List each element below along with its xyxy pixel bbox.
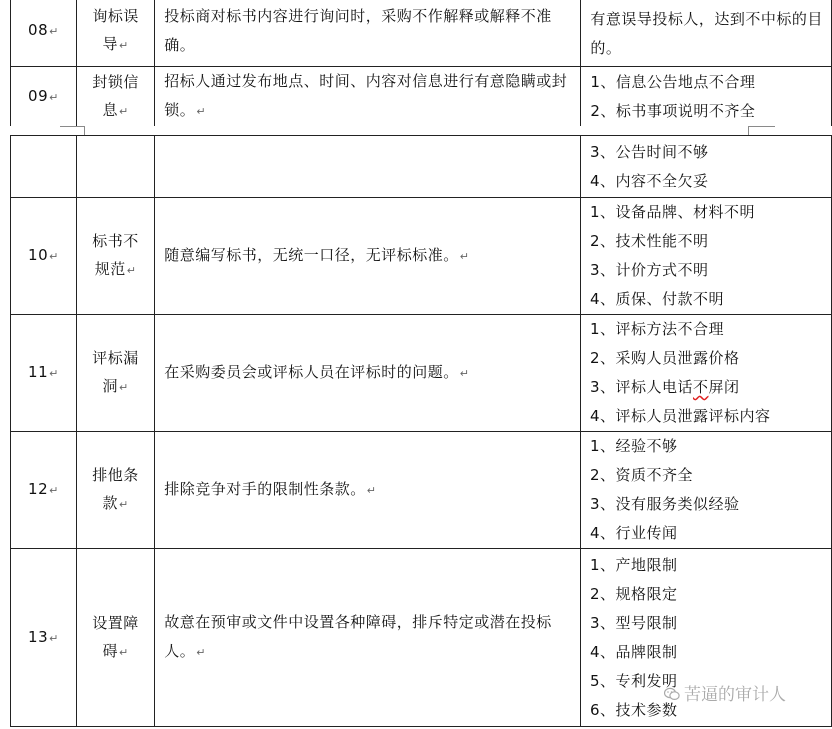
paragraph-mark: ↵	[49, 90, 59, 104]
paragraph-mark: ↵	[49, 631, 59, 645]
row-desc-cell	[155, 432, 581, 549]
issue-line	[590, 519, 831, 548]
table-bottom	[10, 135, 832, 727]
watermark-text: 苦逼的审计人	[684, 685, 786, 705]
row-name-cell	[76, 432, 154, 549]
issue-line: 2、标书事项说明不齐全	[590, 101, 756, 120]
paragraph-mark: ↵	[118, 645, 129, 659]
table-row-09-continued	[11, 136, 832, 198]
row-issues-cell	[580, 315, 831, 432]
row-issues-cell	[580, 432, 831, 549]
row-name-cell	[76, 67, 154, 127]
row-number-cell	[11, 549, 77, 727]
row-issues-cell	[580, 198, 831, 315]
paragraph-mark: ↵	[126, 264, 137, 277]
row-name-cell	[76, 0, 154, 67]
row-issues-cell	[580, 136, 831, 198]
row-name-line1: 排他条	[92, 466, 139, 484]
paragraph-mark: ↵	[49, 24, 59, 38]
row-name-line1: 标书不	[92, 232, 139, 250]
row-number: 11	[28, 363, 49, 381]
row-description: 投标商对标书内容进行询问时，采购不作解释或解释不准确。	[164, 6, 552, 54]
table-row-08	[11, 0, 832, 67]
issue-line: 2、采购人员泄露价格	[589, 349, 740, 367]
row-number: 13	[28, 627, 49, 646]
row-number: 12	[28, 480, 49, 498]
table-row-10	[11, 198, 832, 315]
issue-line: 6、技术参数	[589, 701, 678, 719]
issue-line	[590, 373, 831, 402]
paragraph-mark: ↵	[118, 498, 129, 511]
row-name-cell	[76, 315, 154, 432]
row-name-line1: 询标误	[92, 6, 139, 25]
table-row-12	[11, 432, 832, 549]
row-name-line1: 设置障	[92, 613, 139, 632]
row-desc-cell	[155, 549, 581, 727]
row-desc-cell	[155, 0, 581, 67]
issue-line: 2、规格限定	[589, 585, 678, 603]
row-name-line2: 导	[102, 34, 118, 53]
issue-line: 3、计价方式不明	[589, 261, 709, 279]
paragraph-mark: ↵	[459, 367, 470, 380]
row-name	[87, 461, 145, 519]
issue-text-spellcheck: 3、评标人电话不屏闭	[589, 378, 740, 396]
row-number-cell	[11, 432, 77, 549]
page-corner-mark	[60, 126, 85, 135]
paragraph-mark: ↵	[196, 105, 207, 118]
issue-line: 4、内容不全欠妥	[589, 171, 709, 190]
page-corner-mark	[748, 126, 775, 135]
row-name	[87, 68, 145, 126]
row-number-cell	[11, 198, 77, 315]
row-number-cell	[11, 136, 77, 198]
paragraph-mark: ↵	[49, 367, 59, 380]
row-name-cell	[76, 198, 154, 315]
issue-line: 3、型号限制	[589, 614, 678, 632]
table-row-11	[11, 315, 832, 432]
issue-line: 3、没有服务类似经验	[589, 495, 740, 513]
row-name	[87, 609, 145, 667]
paragraph-mark: ↵	[49, 250, 59, 263]
table-row-09	[11, 67, 832, 127]
row-description: 在采购委员会或评标人员在评标时的问题。	[164, 363, 459, 381]
row-name-line1: 评标漏	[92, 349, 139, 367]
row-name	[87, 2, 145, 60]
issue-text: 4、行业传闻	[589, 524, 678, 542]
issue-text: 有意误导投标人，达到不中标的目的。	[590, 9, 823, 57]
row-name-line2: 规范	[94, 260, 126, 278]
issue-line: 1、产地限制	[589, 556, 678, 574]
wechat-icon	[664, 687, 680, 701]
paragraph-mark: ↵	[49, 484, 59, 497]
row-number-cell	[11, 0, 77, 67]
issue-line: 2、资质不齐全	[589, 466, 693, 484]
issue-line: 1、设备品牌、材料不明	[589, 203, 755, 221]
row-description: 招标人通过发布地点、时间、内容对信息进行有意隐瞒或封锁。	[164, 72, 568, 119]
issue-line: 5、专利发明	[589, 672, 678, 690]
row-name-line2: 洞	[102, 377, 118, 395]
row-description: 故意在预审或文件中设置各种障碍，排斥特定或潜在投标人。	[164, 613, 552, 660]
row-desc-cell	[155, 67, 581, 127]
row-name-cell	[76, 549, 154, 727]
issue-line: 1、评标方法不合理	[589, 320, 724, 338]
row-name-cell	[76, 136, 154, 198]
row-name	[87, 344, 145, 402]
table-top	[10, 0, 832, 127]
paragraph-mark: ↵	[459, 250, 470, 263]
row-desc-cell	[155, 198, 581, 315]
issue-line: 2、技术性能不明	[589, 232, 709, 250]
row-name-line2: 款	[102, 494, 118, 512]
row-issues-cell	[581, 0, 832, 67]
row-name-line2: 碍	[102, 641, 118, 660]
paragraph-mark: ↵	[119, 38, 129, 52]
row-name	[87, 227, 145, 285]
row-number: 08	[28, 20, 49, 39]
row-name-line2: 息	[102, 100, 118, 119]
row-desc-cell	[155, 136, 581, 198]
row-name-line1: 封锁信	[92, 72, 139, 91]
row-issues-cell	[581, 67, 832, 127]
row-desc-cell	[155, 315, 581, 432]
watermark	[664, 680, 786, 705]
row-number: 09	[28, 86, 49, 105]
row-number: 10	[28, 246, 49, 264]
issue-line: 4、质保、付款不明	[589, 290, 724, 308]
paragraph-mark: ↵	[119, 104, 129, 118]
row-number-cell	[11, 67, 77, 127]
paragraph-mark: ↵	[118, 381, 129, 394]
issue-line: 4、品牌限制	[589, 643, 678, 661]
issue-line: 1、经验不够	[589, 437, 678, 455]
spellcheck-underline: 不	[692, 378, 709, 396]
row-number-cell	[11, 315, 77, 432]
paragraph-mark: ↵	[196, 646, 206, 659]
issue-line: 3、公告时间不够	[589, 142, 709, 161]
row-description: 随意编写标书，无统一口径，无评标标准。	[164, 246, 459, 264]
paragraph-mark: ↵	[366, 484, 377, 497]
issue-line: 1、信息公告地点不合理	[590, 72, 756, 91]
issue-line: 4、评标人员泄露评标内容	[589, 407, 771, 425]
row-description: 排除竞争对手的限制性条款。	[164, 480, 366, 498]
